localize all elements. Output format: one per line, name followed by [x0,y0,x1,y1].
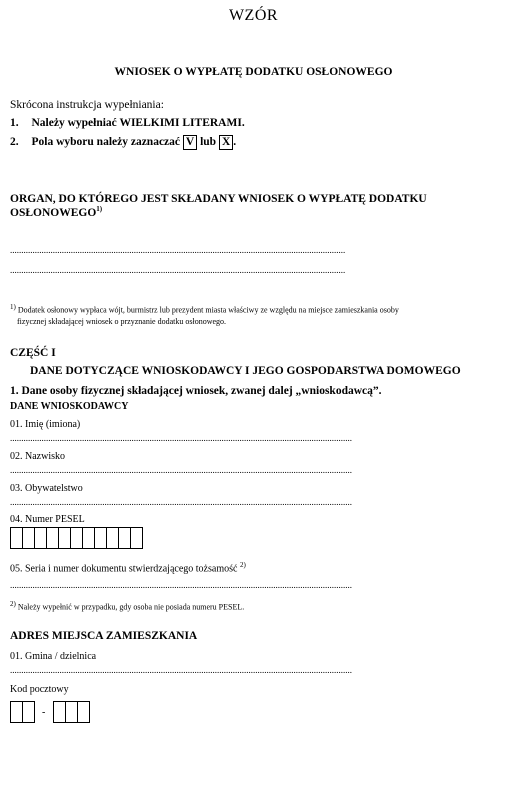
gmina-field[interactable]: ........................................................................................................................................................ [10,665,352,675]
postal-digit-box[interactable] [77,701,90,723]
part-subheading: DANE DOTYCZĄCE WNIOSKODAWCY I JEGO GOSPODARSTWA DOMOWEGO [30,365,461,377]
applicant-data-label: DANE WNIOSKODAWCY [10,401,129,412]
pesel-input-boxes[interactable] [10,527,142,549]
section-heading: 1. Dane osoby fizycznej składającej wniosek, zwanej dalej „wnioskodawcą”. [10,385,382,397]
checkbox-example-x: X [219,135,233,150]
id-doc-label-text: 05. Seria i numer dokumentu stwierdzającego tożsamość [10,563,238,575]
citizenship-field[interactable]: ........................................................................................................................................................ [10,497,352,507]
instruction-item-1 [10,117,245,129]
instruction-text: Należy wypełniać WIELKIMI LITERAMI. [31,117,245,129]
document-watermark-title: WZÓR [228,7,279,24]
last-name-label: 02. Nazwisko [10,451,65,462]
postal-code-input[interactable] [10,701,89,723]
id-doc-label [10,561,246,574]
footnote-text: Należy wypełnić w przypadku, gdy osoba nie posiada numeru PESEL. [17,602,245,612]
postal-code-label: Kod pocztowy [10,684,69,695]
instruction-text: Pola wyboru należy zaznaczać [31,136,181,148]
footnote-marker: 2) [10,600,16,608]
organ-heading-line2: OSŁONOWEGO [10,206,97,219]
postal-digit-box[interactable] [22,701,35,723]
checkbox-example-v: V [183,135,197,150]
first-name-label: 01. Imię (imiona) [10,419,81,430]
instruction-number: 2. [10,136,19,148]
footnote-1 [10,302,399,327]
first-name-field[interactable]: ........................................................................................................................................................ [10,433,352,443]
postal-code-part1[interactable] [10,701,34,723]
footnote-marker: 1) [10,303,16,311]
instruction-period: . [233,136,237,148]
footnote-ref: 1) [96,205,103,213]
footnote-2 [10,599,244,613]
instruction-item-2 [10,135,236,150]
footnote-text-cont: fizycznej składającej wniosek o przyznanie dodatku osłonowego. [17,316,227,326]
gmina-label: 01. Gmina / dzielnica [10,651,97,662]
part-heading: CZĘŚĆ I [10,347,56,359]
footnote-ref: 2) [239,561,246,569]
form-title: WNIOSEK O WYPŁATĘ DODATKU OSŁONOWEGO [114,66,393,78]
footnote-text: Dodatek osłonowy wypłaca wójt, burmistrz lub prezydent miasta właściwy ze względu na miejsce zamieszkania osoby [17,305,399,315]
last-name-field[interactable]: ........................................................................................................................................................ [10,465,352,475]
pesel-digit-box[interactable] [130,527,143,549]
instructions-intro: Skrócona instrukcja wypełniania: [10,99,164,111]
organ-input-line-2[interactable]: ..................................................................................................................................................... [10,265,346,275]
instruction-number: 1. [10,117,19,129]
citizenship-label: 03. Obywatelstwo [10,483,83,494]
organ-heading [10,193,427,219]
address-heading: ADRES MIEJSCA ZAMIESZKANIA [10,630,198,642]
postal-separator: - [42,706,46,718]
pesel-label: 04. Numer PESEL [10,514,85,525]
organ-heading-line1: ORGAN, DO KTÓREGO JEST SKŁADANY WNIOSEK O WYPŁATĘ DODATKU [10,193,427,205]
postal-code-part2[interactable] [53,701,89,723]
instruction-text: lub [200,136,217,148]
id-doc-field[interactable]: ........................................................................................................................................................ [10,580,352,590]
organ-input-line-1[interactable]: ..................................................................................................................................................... [10,245,346,255]
